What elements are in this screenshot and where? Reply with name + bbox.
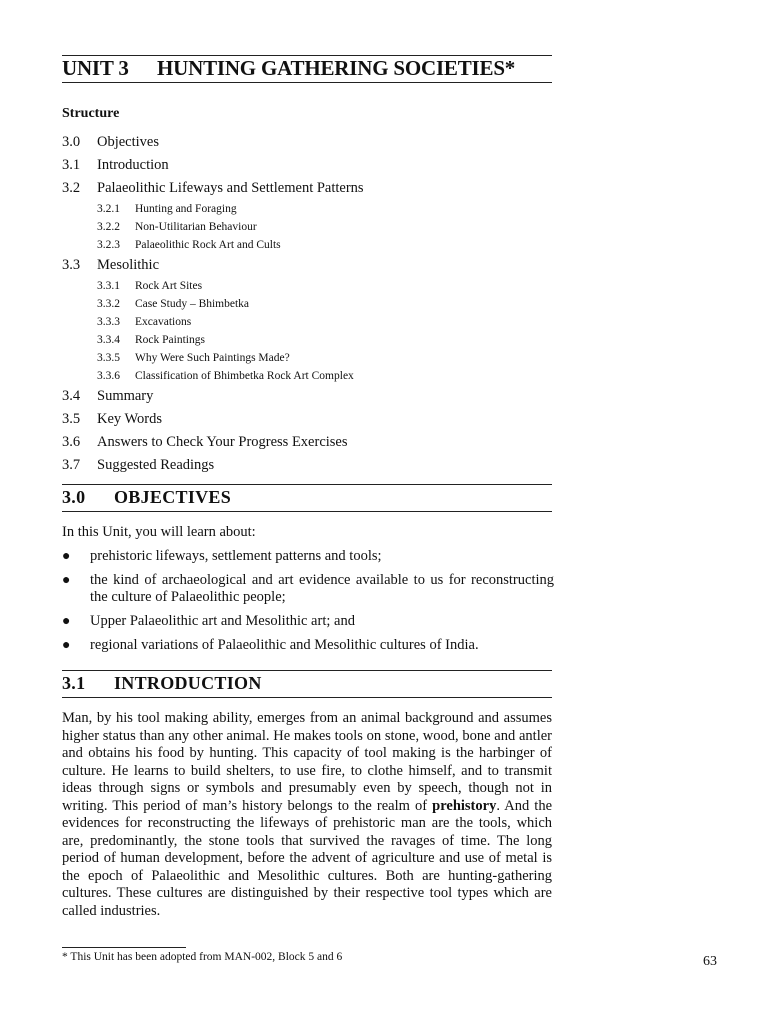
introduction-paragraph xyxy=(62,710,552,920)
toc-entry xyxy=(62,154,562,177)
paragraph-text-after: . And the evidences for reconstructing the lifeways of prehistoric man are the tools, which are, predominantly, the stone tools that survived the ravages of time. The long period of human development, before the advent of agriculture and use of metal is the epoch of Palaeolithic and Mesolithic cultures. Both are hunting-gathering cultures. These cultures are distinguished by their respective tool types which are called industries. xyxy=(62,797,553,919)
bullet-dot-icon: ● xyxy=(62,549,71,564)
unit-title xyxy=(62,56,562,81)
objectives-intro: In this Unit, you will learn about: xyxy=(62,524,256,540)
objective-bullet xyxy=(62,572,554,606)
objectives-list xyxy=(62,548,554,661)
objective-bullet xyxy=(62,548,554,565)
introduction-bottom-rule xyxy=(62,697,552,698)
toc-entry xyxy=(62,385,562,408)
toc-entry-number: 3.3.4 xyxy=(97,334,120,346)
toc-entry-label: Palaeolithic Rock Art and Cults xyxy=(135,239,281,251)
paragraph-text-before: Man, by his tool making ability, emerges from an animal background and assumes higher status than any other animal. He makes tools on stone, wood, bone and antler and obtains his food by hunting. This capacity of tool making is the harbinger of culture. He learns to build shelters, to use fire, to clothe himself, and to transmit ideas through signs or symbols and presumably even by speech, though not in writing. This period of man’s history belongs to the realm of xyxy=(62,710,552,814)
objectives-heading xyxy=(62,487,231,508)
footnote-rule xyxy=(62,947,186,948)
toc-entry xyxy=(62,367,562,385)
toc-entry-number: 3.3.1 xyxy=(97,280,120,292)
toc-entry-label: Palaeolithic Lifeways and Settlement Patterns xyxy=(97,180,364,196)
introduction-top-rule xyxy=(62,670,552,671)
toc-entry xyxy=(62,277,562,295)
toc-entry-label: Classification of Bhimbetka Rock Art Complex xyxy=(135,370,354,382)
objectives-top-rule xyxy=(62,484,552,485)
toc-entry-label: Why Were Such Paintings Made? xyxy=(135,352,290,364)
introduction-heading xyxy=(62,673,262,694)
table-of-contents xyxy=(62,131,562,477)
toc-entry-number: 3.3 xyxy=(62,257,81,273)
page-number: 63 xyxy=(703,954,717,969)
unit-title-text: HUNTING GATHERING SOCIETIES* xyxy=(157,56,516,80)
toc-entry-number: 3.2.1 xyxy=(97,203,120,215)
toc-entry-label: Objectives xyxy=(97,134,160,150)
toc-entry-number: 3.1 xyxy=(62,157,81,173)
toc-entry xyxy=(62,295,562,313)
toc-entry xyxy=(62,218,562,236)
toc-entry xyxy=(62,431,562,454)
objectives-heading-number: 3.0 xyxy=(62,487,86,507)
toc-entry-number: 3.2.2 xyxy=(97,221,120,233)
objective-bullet-text: regional variations of Palaeolithic and Mesolithic cultures of India. xyxy=(90,637,479,653)
toc-entry-label: Hunting and Foraging xyxy=(135,203,237,215)
bullet-dot-icon: ● xyxy=(62,614,71,629)
toc-entry xyxy=(62,200,562,218)
toc-entry-label: Mesolithic xyxy=(97,257,160,273)
introduction-heading-number: 3.1 xyxy=(62,673,86,693)
toc-entry-number: 3.3.2 xyxy=(97,298,120,310)
toc-entry-label: Non-Utilitarian Behaviour xyxy=(135,221,257,233)
toc-entry-number: 3.0 xyxy=(62,134,81,150)
toc-entry-label: Summary xyxy=(97,388,154,404)
toc-entry-label: Answers to Check Your Progress Exercises xyxy=(97,434,348,450)
structure-label: Structure xyxy=(62,106,120,121)
toc-entry-number: 3.2 xyxy=(62,180,81,196)
objective-bullet xyxy=(62,613,554,630)
paragraph-bold-term: prehistory xyxy=(432,797,497,814)
toc-entry-number: 3.3.6 xyxy=(97,370,120,382)
toc-entry xyxy=(62,131,562,154)
toc-entry xyxy=(62,177,562,200)
toc-entry-label: Introduction xyxy=(97,157,169,173)
introduction-heading-text: INTRODUCTION xyxy=(114,673,262,693)
toc-entry-number: 3.3.5 xyxy=(97,352,120,364)
bullet-dot-icon: ● xyxy=(62,573,71,588)
unit-number: UNIT 3 xyxy=(62,56,129,80)
toc-entry-number: 3.7 xyxy=(62,457,81,473)
toc-entry xyxy=(62,254,562,277)
toc-entry-label: Rock Art Sites xyxy=(135,280,203,292)
toc-entry xyxy=(62,454,562,477)
toc-entry xyxy=(62,313,562,331)
toc-entry xyxy=(62,349,562,367)
toc-entry-label: Case Study – Bhimbetka xyxy=(135,298,250,310)
toc-entry xyxy=(62,331,562,349)
toc-entry-label: Excavations xyxy=(135,316,192,328)
toc-entry xyxy=(62,236,562,254)
objective-bullet xyxy=(62,637,554,654)
title-bottom-rule xyxy=(62,82,552,83)
toc-entry-number: 3.4 xyxy=(62,388,81,404)
toc-entry-number: 3.2.3 xyxy=(97,239,120,251)
toc-entry-label: Key Words xyxy=(97,411,163,427)
toc-entry xyxy=(62,408,562,431)
objective-bullet-text: the kind of archaeological and art evidence available to us for reconstructing the culture of Palaeolithic people; xyxy=(90,572,554,605)
objectives-bottom-rule xyxy=(62,511,552,512)
toc-entry-number: 3.5 xyxy=(62,411,81,427)
toc-entry-label: Suggested Readings xyxy=(97,457,215,473)
objective-bullet-text: Upper Palaeolithic art and Mesolithic art; and xyxy=(90,613,355,629)
objectives-heading-text: OBJECTIVES xyxy=(114,487,232,507)
toc-entry-label: Rock Paintings xyxy=(135,334,205,346)
footnote: * This Unit has been adopted from MAN-002, Block 5 and 6 xyxy=(62,951,343,963)
bullet-dot-icon: ● xyxy=(62,638,71,653)
objective-bullet-text: prehistoric lifeways, settlement patterns and tools; xyxy=(90,548,382,564)
toc-entry-number: 3.6 xyxy=(62,434,81,450)
toc-entry-number: 3.3.3 xyxy=(97,316,120,328)
